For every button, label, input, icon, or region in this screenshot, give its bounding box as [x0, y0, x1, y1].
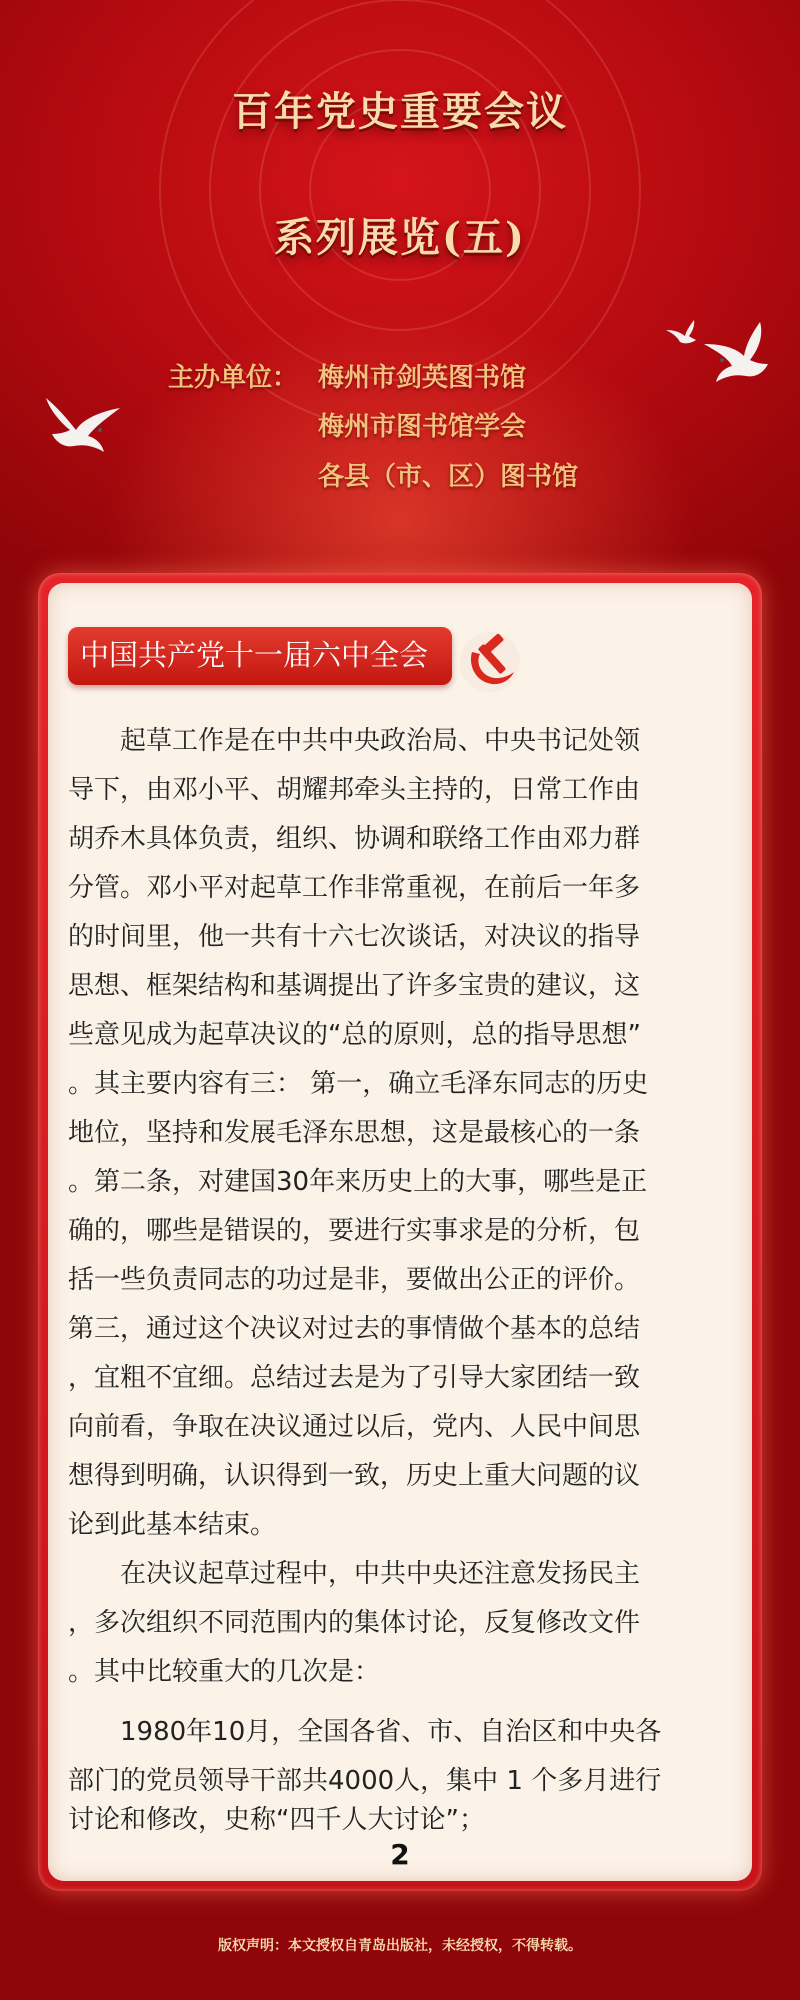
body-text-line: 。其主要内容有三： 第一，确立毛泽东同志的历史: [68, 1069, 649, 1099]
body-text-line: 部门的党员领导干部共4000人，集中 1 个多月进行: [68, 1766, 662, 1796]
organizer-name: 各县（市、区）图书馆: [318, 462, 579, 492]
body-text-line: 。第二条，对建国30年来历史上的大事，哪些是正: [68, 1167, 648, 1197]
body-text-line: 地位，坚持和发展毛泽东思想，这是最核心的一条: [68, 1118, 641, 1148]
body-text-line: 。其中比较重大的几次是：: [68, 1657, 381, 1687]
body-text-line: 第三，通过这个决议对过去的事情做个基本的总结: [68, 1314, 641, 1344]
hammer-sickle-icon: [458, 630, 522, 694]
body-text-line: 在决议起草过程中，中共中央还注意发扬民主: [68, 1559, 641, 1589]
dove-icon: [38, 390, 128, 460]
body-text-line: 确的，哪些是错误的，要进行实事求是的分析，包: [68, 1216, 641, 1246]
body-text-line: 的时间里，他一共有十六七次谈话，对决议的指导: [68, 922, 641, 952]
body-text-line: 括一些负责同志的功过是非，要做出公正的评价。: [68, 1265, 641, 1295]
body-text-line: 讨论和修改，史称“四千人大讨论”；: [68, 1805, 485, 1835]
body-text-line: 导下，由邓小平、胡耀邦牵头主持的，日常工作由: [68, 775, 641, 805]
body-text-line: 想得到明确，认识得到一致，历史上重大问题的议: [68, 1461, 641, 1491]
organizer-name: 梅州市图书馆学会: [318, 412, 527, 442]
main-title-line-1: 百年党史重要会议: [232, 88, 568, 135]
dove-icon: [664, 318, 700, 348]
body-text-line: 思想、框架结构和基调提出了许多宝贵的建议，这: [68, 971, 641, 1001]
body-text-line: ，宜粗不宜细。总结过去是为了引导大家团结一致: [68, 1363, 641, 1393]
organizer-label: 主办单位：: [168, 363, 299, 393]
body-text-line: 起草工作是在中共中央政治局、中央书记处领: [68, 726, 641, 756]
body-text-line: 胡乔木具体负责，组织、协调和联络工作由邓力群: [68, 824, 641, 854]
organizer-name: 梅州市剑英图书馆: [318, 363, 527, 393]
copyright-notice: 版权声明：本文授权自青岛出版社，未经授权，不得转载。: [218, 1938, 582, 1954]
section-tag-label: 中国共产党十一届六中全会: [80, 638, 429, 672]
dove-icon: [700, 318, 780, 388]
page-number: 2: [390, 1838, 410, 1871]
body-text-line: 分管。邓小平对起草工作非常重视，在前后一年多: [68, 873, 641, 903]
main-title-line-2: 系列展览(五): [274, 214, 526, 261]
body-text-line: ，多次组织不同范围内的集体讨论，反复修改文件: [68, 1608, 641, 1638]
body-text-line: 1980年10月，全国各省、市、自治区和中央各: [68, 1717, 662, 1747]
body-text-line: 论到此基本结束。: [68, 1510, 277, 1540]
body-text-line: 向前看，争取在决议通过以后，党内、人民中间思: [68, 1412, 641, 1442]
body-text-line: 些意见成为起草决议的“总的原则，总的指导思想”: [68, 1020, 641, 1050]
